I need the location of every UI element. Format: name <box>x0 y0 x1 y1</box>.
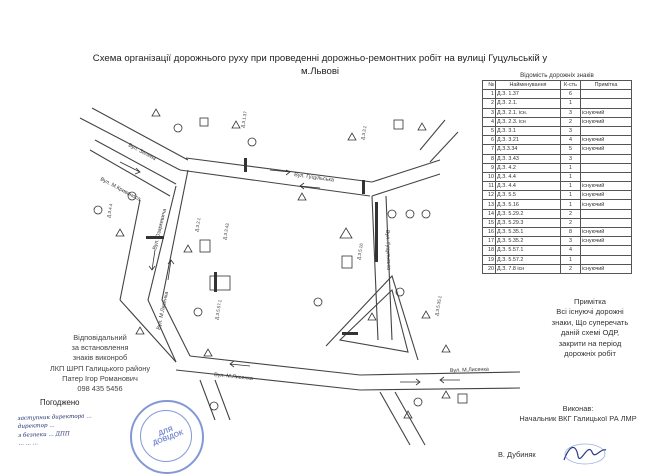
cell-note <box>581 246 632 255</box>
table-row <box>483 255 632 264</box>
note-line: даній схемі ОДР, <box>560 328 620 338</box>
warning-sign-icon <box>418 123 426 130</box>
sign-label: Д.З.3.43 <box>222 222 230 241</box>
cell-note: існуючий <box>581 145 632 154</box>
cell-name: Д.З. 4.2 <box>496 163 561 172</box>
info-sign-icon <box>200 118 208 126</box>
executor-position: Начальник ВКГ Галицької РА ЛМР <box>519 414 637 423</box>
executor-block <box>498 404 658 424</box>
street-label-hutsulska-2: Вул. Гуцульська <box>384 229 392 271</box>
cell-quantity: 1 <box>561 182 581 191</box>
cell-note: існуючий <box>581 228 632 237</box>
table-caption: Відомість дорожніх знаків <box>520 72 594 79</box>
info-sign-icon <box>200 240 210 252</box>
cell-number: 9 <box>483 163 496 172</box>
lane-layout-sign-icon <box>210 276 230 290</box>
prohibitory-sign-icon <box>94 206 102 214</box>
cell-note <box>581 255 632 264</box>
cell-note: існуючий <box>581 182 632 191</box>
cell-quantity: 2 <box>561 264 581 273</box>
table-row <box>483 154 632 163</box>
cell-number: 16 <box>483 228 496 237</box>
cell-name: Д.З. 3.43 <box>496 154 561 163</box>
cell-quantity: 2 <box>561 218 581 227</box>
sign-label: Д.З.2.1 <box>194 217 202 233</box>
prohibitory-sign-icon <box>210 402 218 410</box>
cell-number: 1 <box>483 90 496 99</box>
cell-note: існуючий <box>581 200 632 209</box>
signature-icon <box>560 438 610 468</box>
info-sign-icon <box>394 120 403 129</box>
cell-quantity: 1 <box>561 200 581 209</box>
cell-quantity: 3 <box>561 237 581 246</box>
agreed-label: Погоджено <box>40 398 80 407</box>
responsible-line: Відповідальний <box>73 333 127 342</box>
cell-name: Д.З. 5.35.1 <box>496 228 561 237</box>
cell-number: 6 <box>483 136 496 145</box>
road-signs-table <box>482 71 632 274</box>
handwritten-line: заступник директора ... <box>17 413 92 422</box>
note-line: Всі існуючі дорожні <box>556 307 624 317</box>
cell-note <box>581 99 632 108</box>
cell-number: 11 <box>483 182 496 191</box>
col-header-number: № <box>483 81 496 90</box>
table-row <box>483 228 632 237</box>
table-row <box>483 108 632 117</box>
responsible-person-block <box>30 333 170 394</box>
executor-name: В. Дубиняк <box>498 450 536 459</box>
cell-note: існуючий <box>581 136 632 145</box>
prohibitory-sign-icon <box>388 210 396 218</box>
cell-name: Д.З. 2.1. існ. <box>496 108 561 117</box>
cell-quantity: 3 <box>561 126 581 135</box>
cell-note <box>581 154 632 163</box>
cell-note: існуючий <box>581 191 632 200</box>
warning-sign-icon <box>348 133 356 140</box>
table-header-row <box>483 81 632 90</box>
warning-sign-icon <box>152 109 160 116</box>
note-line: дорожніх робіт <box>564 349 616 359</box>
prohibitory-sign-icon <box>406 210 414 218</box>
cell-name: Д.З. 3.21 <box>496 136 561 145</box>
table-row <box>483 145 632 154</box>
warning-sign-icon <box>232 121 240 128</box>
street-label-lysenka-1: Вул. М.Лисенка <box>213 372 254 383</box>
cell-number: 13 <box>483 200 496 209</box>
cell-number: 5 <box>483 126 496 135</box>
cell-number: 20 <box>483 264 496 273</box>
warning-sign-icon <box>422 311 430 318</box>
table-row <box>483 246 632 255</box>
note-line: закрити на період <box>558 338 622 348</box>
col-header-name: Найменування <box>496 81 561 90</box>
cell-name: Д.З. 2.3. існ <box>496 117 561 126</box>
prohibitory-sign-icon <box>422 210 430 218</box>
table-row <box>483 182 632 191</box>
sign-label: Д.З.5.16 <box>356 242 364 261</box>
cell-note: існуючий <box>581 264 632 273</box>
warning-sign-icon <box>442 391 450 398</box>
note-heading: Примітка <box>573 297 607 306</box>
cell-number: 12 <box>483 191 496 200</box>
cell-number: 14 <box>483 209 496 218</box>
note-line: знаки, Що суперечать <box>551 317 629 327</box>
responsible-line: за встановлення <box>71 343 129 353</box>
table-row <box>483 126 632 135</box>
cell-name: Д.З. 5.57.1 <box>496 246 561 255</box>
street-label-hutsulska-1: Вул. Гуцульська <box>293 172 335 184</box>
warning-sign-icon <box>116 229 124 236</box>
cell-note <box>581 209 632 218</box>
responsible-line: знаків виконроб <box>72 353 128 363</box>
cell-name: Д.З. 1.37 <box>496 90 561 99</box>
title-line-2: м.Львові <box>300 66 340 77</box>
table-row <box>483 172 632 181</box>
cell-quantity: 8 <box>561 228 581 237</box>
handwritten-line: ... ... ... <box>18 440 39 448</box>
cell-quantity: 4 <box>561 246 581 255</box>
handwritten-line: з безпеки ... ДПП <box>18 430 70 439</box>
cell-number: 4 <box>483 117 496 126</box>
handwritten-line: директор ... <box>17 423 55 431</box>
col-header-quantity: К-сть <box>561 81 581 90</box>
cell-quantity: 1 <box>561 99 581 108</box>
sign-label: Д.З.1.37 <box>240 110 248 129</box>
cell-number: 19 <box>483 255 496 264</box>
table-row <box>483 218 632 227</box>
table-row <box>483 209 632 218</box>
signs-table <box>482 80 632 274</box>
table-row <box>483 117 632 126</box>
table-row <box>483 163 632 172</box>
cell-name: Д.З. 7.8 існ <box>496 264 561 273</box>
cell-name: Д.З. 5.29.3 <box>496 218 561 227</box>
street-label-lysenka-3: Вул. М.Лисенка <box>156 291 171 331</box>
cell-quantity: 5 <box>561 145 581 154</box>
sign-label: Д.З.3.1 <box>360 125 368 141</box>
warning-sign-icon <box>368 313 376 320</box>
prohibitory-sign-icon <box>248 138 256 146</box>
prohibitory-sign-icon <box>174 124 182 132</box>
cell-note <box>581 163 632 172</box>
cell-name: Д.З. 5.5 <box>496 191 561 200</box>
cell-name: Д.З. 5.29.2 <box>496 209 561 218</box>
responsible-line: Патер Ігор Романович <box>62 373 138 383</box>
table-row <box>483 200 632 209</box>
cell-note <box>581 90 632 99</box>
cell-name: Д.З. 2.1. <box>496 99 561 108</box>
table-row <box>483 99 632 108</box>
cell-quantity: 6 <box>561 90 581 99</box>
cell-note <box>581 126 632 135</box>
warning-sign-icon <box>184 245 192 252</box>
table-row <box>483 237 632 246</box>
cell-quantity: 2 <box>561 117 581 126</box>
sign-label: Д.З.4.4 <box>106 203 114 219</box>
prohibitory-sign-icon <box>314 298 322 306</box>
info-sign-icon <box>458 394 467 403</box>
cell-number: 2 <box>483 99 496 108</box>
cell-quantity: 2 <box>561 209 581 218</box>
col-header-note: Примітка <box>581 81 632 90</box>
table-row <box>483 90 632 99</box>
street-label-ozarkevycha: Вул. Озаркевича <box>152 208 169 251</box>
cell-name: Д.З. 4.4 <box>496 172 561 181</box>
executor-label: Виконав: <box>562 404 594 413</box>
cell-number: 18 <box>483 246 496 255</box>
cell-number: 15 <box>483 218 496 227</box>
street-label-lysenka-2: Вул. М.Лисенка <box>449 366 489 374</box>
cell-note <box>581 218 632 227</box>
cell-note: існуючий <box>581 108 632 117</box>
stamp-text: ДЛЯ ДОВІДОК <box>151 425 185 448</box>
cell-quantity: 3 <box>561 108 581 117</box>
cell-name: Д.З. 5.16 <box>496 200 561 209</box>
street-label-zelena: Вул. Зелена <box>127 142 157 163</box>
responsible-phone: 098 435 5456 <box>77 384 123 394</box>
cell-note <box>581 172 632 181</box>
warning-sign-icon <box>442 345 450 352</box>
table-row <box>483 264 632 273</box>
cell-number: 7 <box>483 145 496 154</box>
cell-quantity: 3 <box>561 154 581 163</box>
warning-sign-icon <box>340 228 352 238</box>
cell-note: існуючий <box>581 117 632 126</box>
cell-note: існуючий <box>581 237 632 246</box>
sign-label: Д.З.5.35.1 <box>434 295 443 317</box>
title-line-1: Схема організації дорожнього руху при проведенні дорожньо-ремонтних робіт на вулиці Гуцульській у <box>92 53 548 64</box>
cell-number: 8 <box>483 154 496 163</box>
cell-name: Д.З.3.34 <box>496 145 561 154</box>
prohibitory-sign-icon <box>194 308 202 316</box>
cell-number: 10 <box>483 172 496 181</box>
cell-name: Д.З. 4.4 <box>496 182 561 191</box>
note-block <box>530 297 650 359</box>
cell-name: Д.З. 5.35.2 <box>496 237 561 246</box>
cell-quantity: 1 <box>561 191 581 200</box>
official-stamp <box>130 400 204 474</box>
warning-sign-icon <box>204 349 212 356</box>
table-row <box>483 136 632 145</box>
info-sign-icon <box>342 256 352 268</box>
warning-sign-icon <box>298 193 306 200</box>
responsible-line: ЛКП ШРП Галицького району <box>49 363 151 373</box>
cell-number: 3 <box>483 108 496 117</box>
cell-name: Д.З. 5.57.2 <box>496 255 561 264</box>
prohibitory-sign-icon <box>414 398 422 406</box>
cell-number: 17 <box>483 237 496 246</box>
cell-quantity: 1 <box>561 163 581 172</box>
cell-quantity: 1 <box>561 172 581 181</box>
cell-quantity: 4 <box>561 136 581 145</box>
table-row <box>483 191 632 200</box>
sign-label: Д.З.5.57.1 <box>214 299 223 321</box>
cell-quantity: 1 <box>561 255 581 264</box>
street-label-kryvonosa-1: Вул. М.Кривоноса <box>99 176 142 203</box>
cell-name: Д.З. 3.1 <box>496 126 561 135</box>
